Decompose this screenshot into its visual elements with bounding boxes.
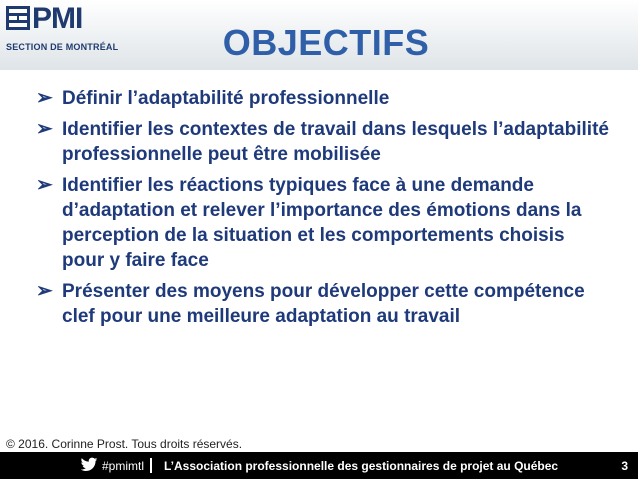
objective-text: Identifier les réactions typiques face à une demande d’adaptation et relever l’importance des émotions dans la perception de la situation et les comportements choisis pour y faire face: [62, 175, 582, 271]
objective-text: Définir l’adaptabilité professionnelle: [62, 88, 390, 109]
arrow-right-icon: ➢: [36, 174, 53, 196]
page-title: OBJECTIFS: [222, 22, 430, 63]
objective-item: [30, 117, 610, 167]
pmi-logo: [6, 2, 126, 64]
hashtag-link[interactable]: #pmimtl: [102, 459, 145, 473]
objective-text: Identifier les contextes de travail dans lesquels l’adaptabilité professionnelle peut être mobilisée: [62, 119, 609, 165]
arrow-right-icon: ➢: [36, 87, 53, 109]
arrow-right-icon: ➢: [36, 118, 53, 140]
footer-divider: [150, 458, 152, 473]
objective-text: Présenter des moyens pour développer cette compétence clef pour une meilleure adaptation au travail: [62, 281, 585, 327]
arrow-right-icon: ➢: [36, 280, 53, 302]
objective-item: [30, 86, 610, 111]
logo-text: PMI: [32, 2, 83, 35]
page-number: 3: [621, 459, 628, 473]
twitter-icon[interactable]: [80, 457, 98, 473]
footer-bar: [0, 452, 638, 479]
logo-section-label: SECTION DE MONTRÉAL: [6, 42, 119, 52]
association-label: L’Association professionnelle des gestionnaires de projet au Québec: [164, 459, 559, 473]
copyright-notice: © 2016. Corinne Prost. Tous droits réservés.: [6, 437, 243, 451]
objectives-list: [30, 86, 610, 335]
objective-item: [30, 279, 610, 329]
objective-item: [30, 173, 610, 273]
pmi-logo-mark-icon: [6, 6, 30, 30]
